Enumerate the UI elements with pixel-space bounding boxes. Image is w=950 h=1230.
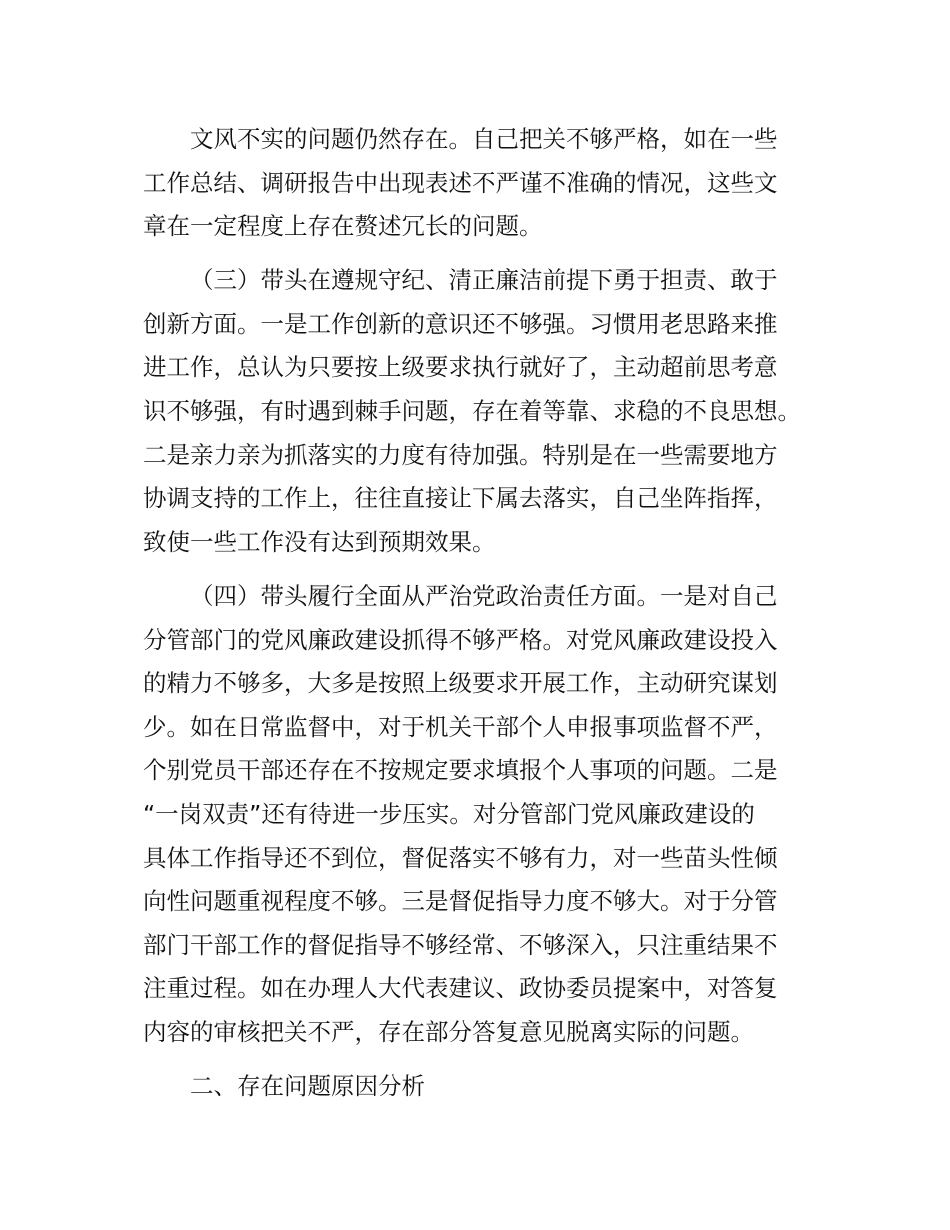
text-line: 工作总结、调研报告中出现表述不严谨不准确的情况，这些文: [143, 168, 778, 197]
section-heading: 二、存在问题原因分析: [190, 1071, 425, 1100]
paragraph-writing-style: [143, 118, 823, 249]
text-line: 二是亲力亲为抓落实的力度有待加强。特别是在一些需要地方: [143, 440, 778, 469]
text-line: 识不够强，有时遇到棘手问题，存在着等靠、求稳的不良思想。: [143, 397, 801, 426]
text-line: 分管部门的党风廉政建设抓得不够严格。对党风廉政建设投入: [143, 625, 778, 654]
text-line: 的精力不够多，大多是按照上级要求开展工作，主动研究谋划: [143, 669, 778, 698]
text-line: 注重过程。如在办理人大代表建议、政协委员提案中，对答复: [143, 974, 778, 1003]
text-line: 文风不实的问题仍然存在。自己把关不够严格，如在一些: [190, 125, 778, 153]
text-line: 部门干部工作的督促指导不够经常、不够深入，只注重结果不: [143, 930, 778, 959]
text-line: 章在一定程度上存在赘述冗长的问题。: [143, 212, 543, 241]
text-line: 进工作，总认为只要按上级要求执行就好了，主动超前思考意: [143, 353, 778, 382]
text-line: 具体工作指导还不到位，督促落实不够有力，对一些苗头性倾: [143, 843, 778, 872]
text-line: 个别党员干部还存在不按规定要求填报个人事项的问题。二是: [143, 756, 778, 785]
paragraph-section-three: [143, 259, 823, 564]
text-line: 致使一些工作没有达到预期效果。: [143, 527, 496, 556]
document-body: [143, 118, 823, 1109]
text-line: 少。如在日常监督中，对于机关干部个人申报事项监督不严，: [143, 712, 778, 741]
text-line: 内容的审核把关不严，存在部分答复意见脱离实际的问题。: [143, 1017, 754, 1046]
text-line: 协调支持的工作上，往往直接让下属去落实，自己坐阵指挥，: [143, 484, 778, 513]
paragraph-section-four: [143, 575, 823, 1055]
text-line: “一岗双责”还有待进一步压实。对分管部门党风廉政建设的: [143, 799, 755, 828]
text-line: 向性问题重视程度不够。三是督促指导力度不够大。对于分管: [143, 887, 778, 916]
text-line: （三）带头在遵规守纪、清正廉洁前提下勇于担责、敢于: [190, 266, 778, 295]
text-line: （四）带头履行全面从严治党政治责任方面。一是对自己: [190, 581, 778, 610]
text-line: 创新方面。一是工作创新的意识还不够强。习惯用老思路来推: [143, 309, 778, 338]
